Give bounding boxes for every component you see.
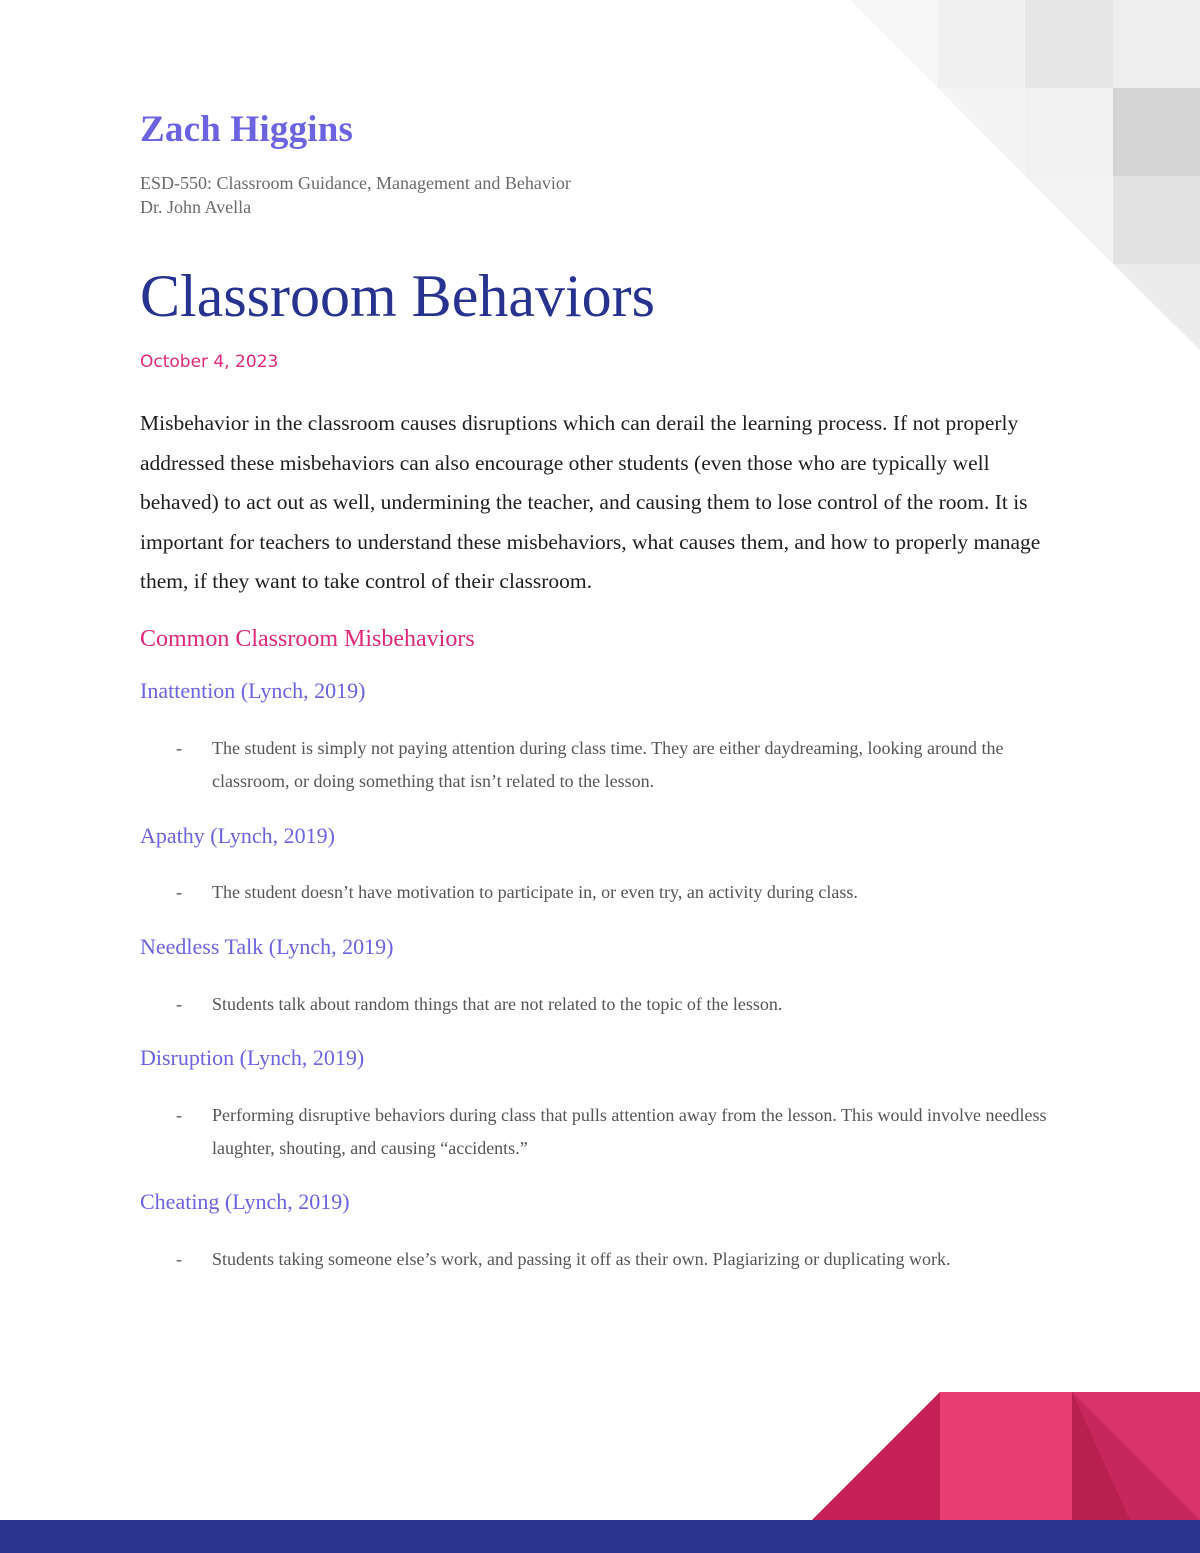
document-date: October 4, 2023 — [140, 352, 279, 372]
top-right-grey-pattern — [850, 0, 1200, 350]
list-item — [176, 732, 1056, 798]
subheading-inattention: Inattention (Lynch, 2019) — [140, 678, 366, 703]
bullet-marker: - — [176, 738, 182, 758]
bullet-marker: - — [176, 994, 182, 1014]
section-heading: Common Classroom Misbehaviors — [140, 626, 475, 652]
professor-name: Dr. John Avella — [140, 197, 252, 217]
bullet-marker: - — [176, 1249, 182, 1269]
bottom-right-pink-pattern — [812, 1392, 1200, 1520]
footer-bar — [0, 1520, 1200, 1553]
bullet-text: Performing disruptive behaviors during class that pulls attention away from the lesson. This would involve needless laughter, shouting, and causing “accidents.” — [212, 1105, 1047, 1158]
document-title: Classroom Behaviors — [140, 263, 655, 329]
bullet-text: Students talk about random things that are not related to the topic of the lesson. — [212, 994, 783, 1014]
bullet-marker: - — [176, 1105, 182, 1125]
intro-paragraph: Misbehavior in the classroom causes disruptions which can derail the learning process. If not properly addressed these misbehaviors can also encourage other students (even those who are typically well behaved) to act out as well, undermining the teacher, and causing them to lose control of the room. It is important for teachers to understand these misbehaviors, what causes them, and how to properly manage them, if they want to take control of their classroom. — [140, 411, 1041, 593]
author-name: Zach Higgins — [140, 109, 354, 150]
bullet-text: Students taking someone else’s work, and passing it off as their own. Plagiarizing or duplicating work. — [212, 1249, 951, 1269]
list-item — [176, 988, 1056, 1021]
subheading-cheating: Cheating (Lynch, 2019) — [140, 1189, 350, 1214]
subheading-apathy: Apathy (Lynch, 2019) — [140, 823, 335, 848]
course-name: ESD-550: Classroom Guidance, Management and Behavior — [140, 173, 571, 193]
bullet-text: The student is simply not paying attention during class time. They are either daydreaming, looking around the classroom, or doing something that isn’t related to the lesson. — [212, 738, 1004, 791]
subheading-needless-talk: Needless Talk (Lynch, 2019) — [140, 934, 394, 959]
list-item — [176, 1243, 1056, 1276]
subheading-disruption: Disruption (Lynch, 2019) — [140, 1045, 365, 1070]
bullet-text: The student doesn’t have motivation to participate in, or even try, an activity during class. — [212, 882, 858, 902]
list-item — [176, 1099, 1056, 1165]
list-item — [176, 876, 1056, 909]
bullet-marker: - — [176, 882, 182, 902]
